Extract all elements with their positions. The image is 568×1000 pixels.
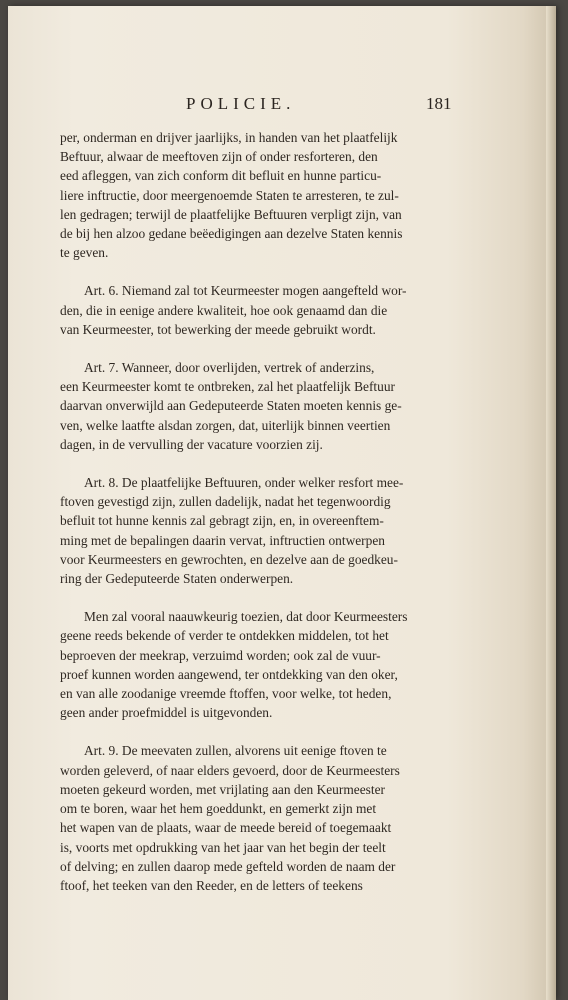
text-line: worden geleverd, of naar elders gevoerd, door de Keurmeesters <box>60 762 400 778</box>
text-line: beproeven der meekrap, verzuimd worden; ook zal de vuur- <box>60 647 381 663</box>
paragraph-1 <box>60 128 462 262</box>
paragraph-inspection <box>60 607 462 722</box>
page-number: 181 <box>426 94 452 113</box>
text-line: ven, welke laatfte alsdan zorgen, dat, uiterlijk binnen veertien <box>60 417 391 433</box>
text-line: de bij hen alzoo gedane beëedigingen aan dezelve Staten kennis <box>60 226 403 242</box>
text-line: ring der Gedeputeerde Staten onderwerpen. <box>60 571 294 587</box>
text-line: Art. 6. Niemand zal tot Keurmeester mogen aangefteld wor- <box>84 283 407 299</box>
text-line: liere inftructie, door meergenoemde Staten te arresteren, te zul- <box>60 187 399 203</box>
text-line: geene reeds bekende of verder te ontdekken middelen, tot het <box>60 628 389 644</box>
text-line: geen ander proefmiddel is uitgevonden. <box>60 705 273 721</box>
article-7 <box>60 358 462 454</box>
page-header-title: POLICIE. <box>186 94 296 113</box>
text-line: moeten gekeurd worden, met vrijlating aan den Keurmeester <box>60 781 385 797</box>
text-line: Men zal vooral naauwkeurig toezien, dat door Keurmeesters <box>84 609 408 625</box>
text-line: of delving; en zullen daarop mede gefteld worden de naam der <box>60 858 396 874</box>
text-line: Art. 8. De plaatfelijke Beftuuren, onder welker resfort mee- <box>84 475 404 491</box>
text-line: len gedragen; terwijl de plaatfelijke Beftuuren verpligt zijn, van <box>60 206 402 222</box>
text-line: daarvan onverwijld aan Gedeputeerde Staten moeten kennis ge- <box>60 398 402 414</box>
text-line: den, die in eenige andere kwaliteit, hoe ook genaamd dan die <box>60 302 388 318</box>
text-line: voor Keurmeesters en gewrochten, en dezelve aan de goedkeu- <box>60 551 398 567</box>
page-edge <box>546 6 556 1000</box>
text-line: en van alle zoodanige vreemde ftoffen, voor welke, tot heden, <box>60 686 392 702</box>
text-line: ftoof, het teeken van den Reeder, en de letters of teekens <box>60 877 363 893</box>
text-line: ftoven gevestigd zijn, zullen dadelijk, nadat het tegenwoordig <box>60 494 391 510</box>
text-line: om te boren, waar het hem goeddunkt, en gemerkt zijn met <box>60 801 377 817</box>
text-line: het wapen van de plaats, waar de meede bereid of toegemaakt <box>60 820 392 836</box>
article-9 <box>60 741 462 895</box>
running-head <box>8 94 556 118</box>
body-text <box>60 128 462 895</box>
text-line: Beftuur, alwaar de meeftoven zijn of onder resforteren, den <box>60 149 378 165</box>
text-line: ming met de bepalingen daarin vervat, inftructien ontwerpen <box>60 532 385 548</box>
text-line: befluit tot hunne kennis zal gebragt zijn, en, in overeenftem- <box>60 513 384 529</box>
text-line: is, voorts met opdrukking van het jaar van het begin der teelt <box>60 839 386 855</box>
text-line: van Keurmeester, tot bewerking der meede gebruikt wordt. <box>60 321 376 337</box>
book-page <box>8 6 556 1000</box>
text-line: dagen, in de vervulling der vacature voorzien zij. <box>60 436 323 452</box>
text-line: Art. 9. De meevaten zullen, alvorens uit eenige ftoven te <box>84 743 387 759</box>
text-line: een Keurmeester komt te ontbreken, zal het plaatfelijk Beftuur <box>60 379 396 395</box>
text-line: per, onderman en drijver jaarlijks, in handen van het plaatfelijk <box>60 130 398 145</box>
text-line: proef kunnen worden aangewend, ter ontdekking van den oker, <box>60 666 398 682</box>
article-8 <box>60 473 462 588</box>
article-6 <box>60 281 462 339</box>
text-line: te geven. <box>60 245 109 261</box>
text-line: Art. 7. Wanneer, door overlijden, vertrek of anderzins, <box>84 360 375 376</box>
text-line: eed afleggen, van zich conform dit befluit en hunne particu- <box>60 168 382 184</box>
